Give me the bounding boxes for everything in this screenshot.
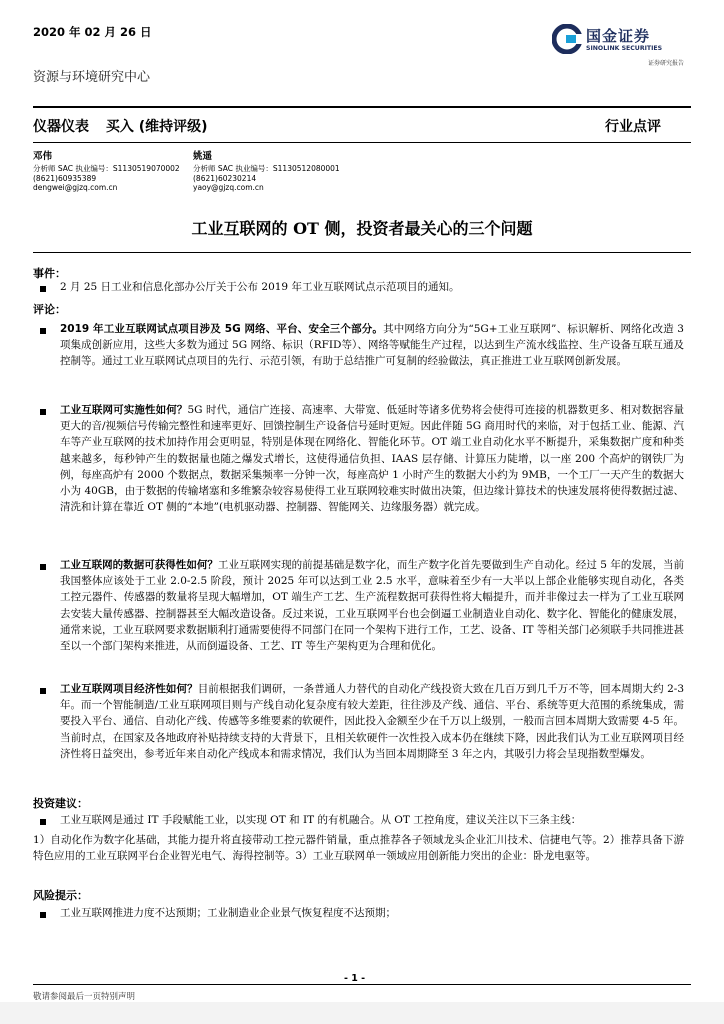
logo-chinese-name: 国金证券 — [586, 27, 651, 45]
risk-text: 工业互联网推进力度不达预期；工业制造业企业景气恢复程度不达预期； — [60, 907, 396, 919]
analyst-email[interactable]: dengwei@gjzq.com.cn — [33, 183, 118, 192]
investment-intro: 工业互联网是通过 IT 手段赋能工业，以实现 OT 和 IT 的有机融合。从 OT 工控角度，建议关注以下三条主线： — [60, 814, 582, 826]
logo-english-name: SINOLINK SECURITIES — [586, 45, 663, 52]
comment-item-body: 其中网络方向分为“5G+工业互联网”、标识解析、网络化改造 3 项集成创新应用，这些大多数为通过 5G 网络、标识（RFID等）、网络等赋能生产过程，以达到生产流水线监控、生产设备互联互通及控制等。通过工业互联网试点项目的先行、示范引领，有助于总结推广可复制的经验做法，真正推进工业互联网创新发展。 — [60, 323, 684, 368]
comment-item — [60, 681, 684, 762]
category-divider — [33, 142, 691, 143]
analyst-name: 姚遥 — [193, 151, 213, 162]
report-type: 行业点评 — [605, 119, 661, 135]
bullet-icon — [40, 564, 46, 570]
event-heading: 事件： — [33, 267, 66, 280]
comment-item-body: 目前根据我们调研，一条普通人力替代的自动化产线投资大致在几百万到几千万不等，回本周期大约 2-3 年。而一个智能制造/工业互联网项目则与产线自动化复杂度有较大差距，往往涉及产线、通信、平台、系统等更大范围的系统集成，需要投入平台、通信、自动化产线、传感等多维要素的软硬件，因此投入金额至少在千万以上级别，一般而言回本周期大致需要 4-5 年。当前时点，在国家及各地政府补贴持续支持的大背景下，且相关软硬件一次性投入成本仍在继续下降，因此我们认为工业互联网项目经济性将日益突出，参考近年来自动化产线成本和需求情况，我们认为当回本周期降至 3 年之内，其吸引力将会呈现指数型爆发。 — [60, 683, 685, 760]
event-text: 2 月 25 日工业和信息化部办公厅关于公布 2019 年工业互联网试点示范项目的通知。 — [60, 281, 460, 293]
logo-mark-icon — [552, 24, 582, 54]
logo-subtitle: 证券研究报告 — [647, 60, 684, 67]
report-title: 工业互联网的 OT 侧，投资者最关心的三个问题 — [191, 219, 533, 238]
analyst-email[interactable]: yaoy@gjzq.com.cn — [193, 183, 264, 192]
page-number: - 1 - — [340, 973, 369, 984]
bullet-icon — [40, 286, 46, 292]
analyst-card — [33, 150, 180, 193]
bullet-icon — [40, 912, 46, 918]
bullet-icon — [40, 688, 46, 694]
comment-item-lead: 工业互联网项目经济性如何？ — [60, 683, 198, 695]
title-divider — [33, 252, 691, 253]
analyst-name: 邓伟 — [33, 151, 53, 162]
investment-detail: 1）自动化作为数字化基础，其能力提升将直接带动工控元器件销量，重点推荐各子领域龙头企业汇川技术、信捷电气等。2）推荐具备下游特色应用的工业互联网平台企业智光电气、海得控制等。3）工业互联网单一领域应用创新能力突出的企业：卧龙电驱等。 — [33, 834, 684, 863]
comment-item-lead: 工业互联网的数据可获得性如何？ — [60, 559, 218, 571]
industry-rating — [33, 116, 220, 136]
disclaimer-note[interactable]: 敬请参阅最后一页特别声明 — [33, 992, 136, 1002]
analyst-cert: 分析师 SAC 执业编号：S1130512080001 — [193, 164, 340, 173]
bullet-icon — [40, 409, 46, 415]
comment-item — [60, 557, 684, 654]
comment-heading: 评论： — [33, 303, 66, 316]
report-date: 2020 年 02 月 26 日 — [33, 25, 152, 39]
rating-label: 买入 (维持评级) — [105, 119, 208, 135]
investment-heading: 投资建议： — [33, 797, 88, 810]
footer-band — [0, 1002, 724, 1024]
comment-item-lead: 2019 年工业互联网试点项目涉及 5G 网络、平台、安全三个部分。 — [60, 323, 384, 335]
comment-item-body: 5G 时代，通信广连接、高速率、大带宽、低延时等诸多优势将会使得可连接的机器数更多、相对数据容量更大的音/视频信号传输完整性和速率更好、回馈控制生产设备信号延时更短。因此伴随 5G 商用时代的来临，对于包括工业、能源、汽车等产业互联网的技术加持作用会更明显，特别是体现在网络化、智能化环节。OT 端工业自动化水平不断提升，采集数据广度和种类越来越多，每秒钟产生的数据量也随之爆发式增长，这使得通信负担、IAAS 层存储、计算压力陡增，以一座 200 个高炉的钢铁厂为例，每座高炉有 2000 个数据点，数据采集频率一分钟一次，每座高炉 1 小时产生的数据大小约为 9MB，一个工厂一天产生的数据大小为 40GB，由于数据的传输堵塞和多维繁杂较容易使得工业互联网较难实时做出决策，但边缘计算技术的快速发展将使得数据过滤、清洗和计算在靠近 OT 侧的“本地”(电机驱动器、控制器、智能网关、边缘服务器）就完成。 — [60, 404, 685, 514]
header-divider — [33, 106, 691, 108]
comment-item-lead: 工业互联网可实施性如何？ — [60, 404, 188, 416]
analyst-card — [193, 150, 340, 193]
risk-heading: 风险提示： — [33, 889, 88, 902]
analyst-phone: (8621)60935389 — [33, 173, 97, 183]
bullet-icon — [40, 328, 46, 334]
analyst-cert: 分析师 SAC 执业编号：S1130519070002 — [33, 164, 180, 173]
research-center: 资源与环境研究中心 — [33, 70, 151, 85]
comment-item-body: 工业互联网实现的前提基础是数字化，而生产数字化首先要做到生产自动化。经过 5 年的发展，当前我国整体应该处于工业 2.0-2.5 阶段，预计 2025 年可以达到工业 2.5 水平，意味着至少有一大半以上部企业能够实现自动化，各类工控元器件、传感器的数量将呈现大幅增加，OT 端生产工艺、生产流程数据可获得性将大幅提升，而并非像过去一样为了工业互联网去安装大量传感器、控制器甚至大幅改造设备。反过来说，工业互联网平台也会倒逼工业制造业自动化、数字化、智能化的健康发展，通常来说，工业互联网要求数据顺利打通需要使得不同部门在同一个架构下进行工作，工艺、设备、IT 等相关部门必须联手共同推进甚至以一个部门架构来推进，从而倒逼设备、工艺、IT 等生产架构更为合理和优化。 — [60, 559, 684, 653]
industry-name: 仪器仪表 — [33, 119, 89, 135]
comment-item — [60, 402, 684, 515]
analyst-phone: (8621)60230214 — [193, 173, 257, 183]
footer-divider — [33, 984, 691, 985]
company-logo[interactable] — [552, 24, 702, 70]
bullet-icon — [40, 819, 46, 825]
comment-item — [60, 321, 684, 370]
